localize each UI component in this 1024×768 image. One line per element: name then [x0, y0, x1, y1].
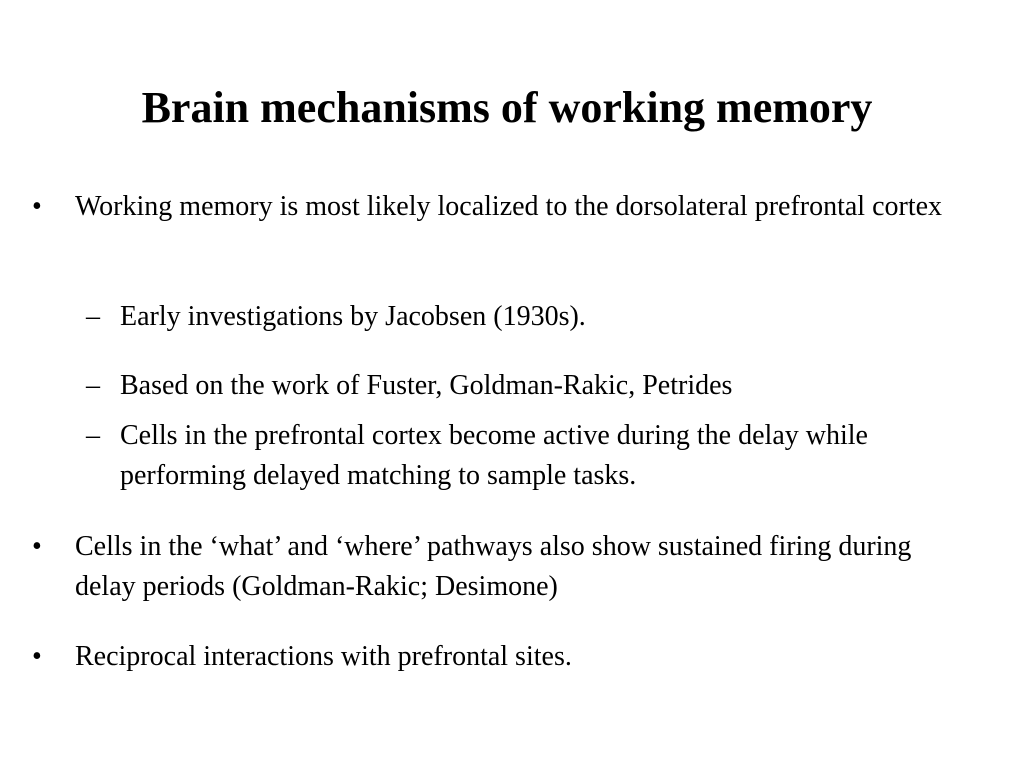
bullet-text: Cells in the ‘what’ and ‘where’ pathways also show sustained firing during delay periods (Goldman-Rakic; Desimone) — [75, 531, 912, 602]
bullet-marker: • — [32, 531, 42, 562]
sub-bullet-text: Based on the work of Fuster, Goldman-Rakic, Petrides — [120, 370, 733, 401]
sub-bullet-item — [86, 416, 966, 496]
bullet-item — [32, 527, 962, 607]
bullet-item — [32, 637, 962, 677]
sub-bullet-item — [86, 366, 966, 406]
sub-bullet-marker: – — [86, 301, 100, 332]
sub-bullet-item — [86, 297, 966, 337]
sub-bullet-text: Cells in the prefrontal cortex become active during the delay while performing delayed matching to sample tasks. — [120, 420, 868, 491]
bullet-marker: • — [32, 191, 42, 222]
bullet-text: Working memory is most likely localized to the dorsolateral prefrontal cortex — [75, 191, 943, 222]
bullet-item — [32, 187, 962, 227]
bullet-text: Reciprocal interactions with prefrontal sites. — [75, 641, 572, 672]
sub-bullet-marker: – — [86, 420, 100, 451]
slide-title: Brain mechanisms of working memory — [141, 83, 873, 132]
sub-bullet-text: Early investigations by Jacobsen (1930s). — [120, 301, 586, 332]
sub-bullet-marker: – — [86, 370, 100, 401]
bullet-marker: • — [32, 641, 42, 672]
